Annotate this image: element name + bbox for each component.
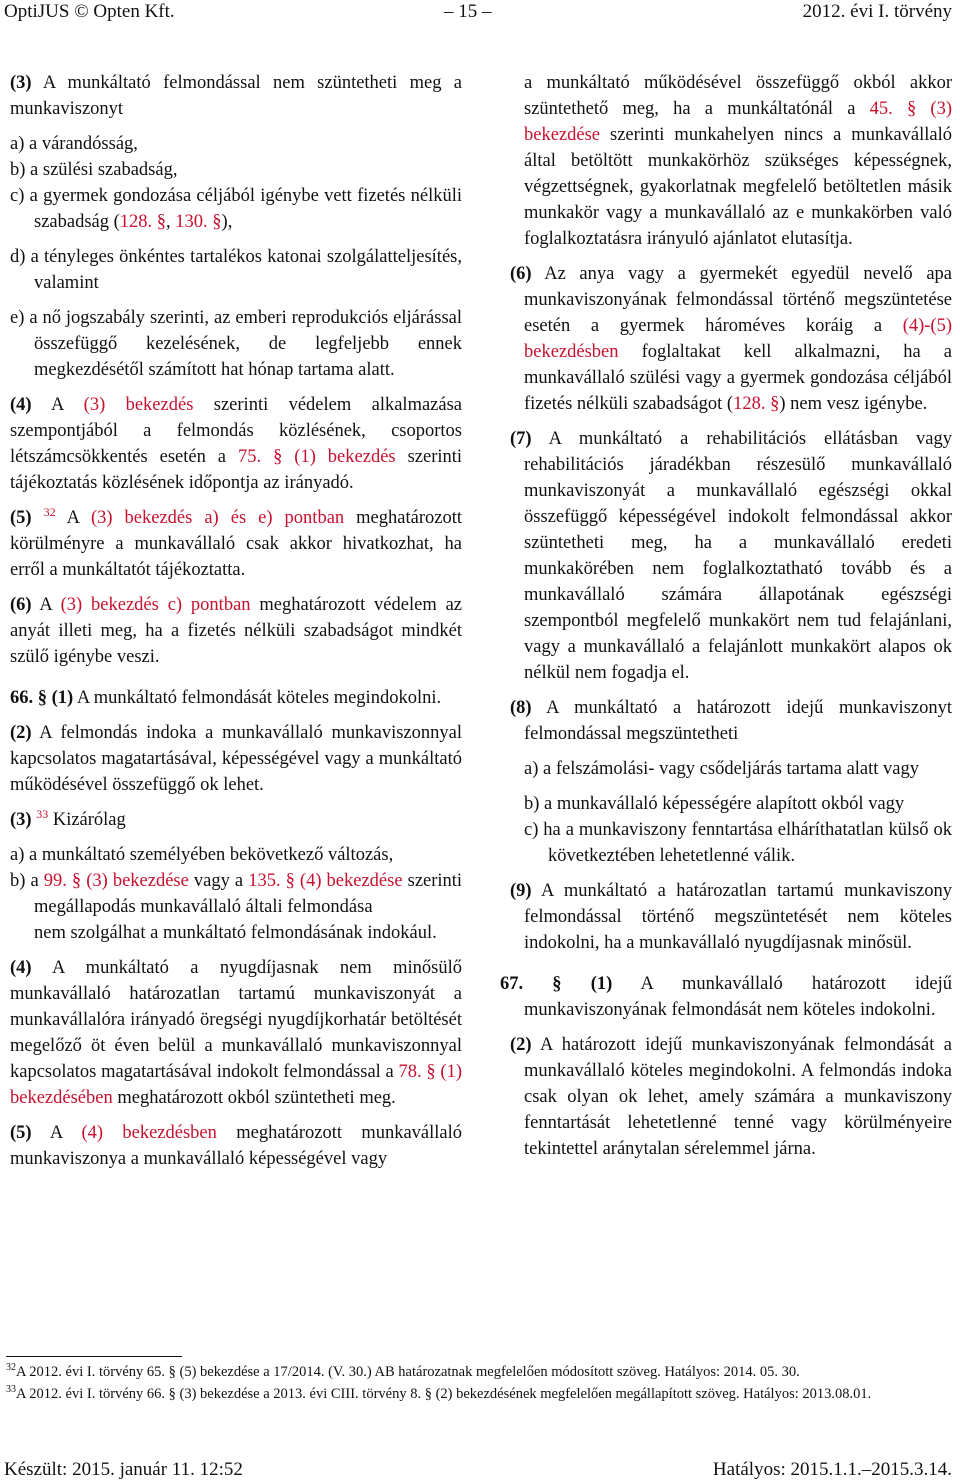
section-66-3: (3) $^{33}$ Kizárólag [10,806,126,830]
footer-effective: Hatályos: 2015.1.1.–2015.3.14. [712,1459,952,1480]
section-66-5: (5) A (4) bekezdésben meghatározott munkavállaló munkaviszonya a munkavállaló képességével vagy [10,1123,463,1169]
link-128-b[interactable]: 128. § [733,394,780,414]
section-66-7: (7) A munkáltató a rehabilitációs ellátásban vagy rehabilitációs járadékban részesülő munkavállaló munkaviszonyát a munkavállaló egészségi okkal összefüggő képességével indokolt felmondással akkor szüntetheti meg, ha a munkavállaló eredeti munkakörében nem foglalkoztatható tovább és a munkavállaló számára állapotának egészségi szempontból megfelelő munkakört nem tud felajánlani, vagy a munkavállaló a felajánlott munkakört alapos ok nélkül nem fogadja el. [510,429,952,683]
section-66-4: (4) A munkáltató a nyugdíjasnak nem minősülő munkavállaló határozatlan tartamú munkaviszonyát a munkavállalóra irányadó öregségi nyugdíjkorhatár betöltését megelőző öt éven belül a munkavállaló munkaviszonnyal kapcsolatos magatartásával indokolt felmondással a 78. § (1) bekezdésében meghatározott okból szüntetheti meg. [10,958,463,1108]
list-item-a: a) a várandósság, [10,134,138,154]
list-item-66-3-a: a) a munkáltató személyében bekövetkező változás, [10,845,394,865]
link-128[interactable]: 128. § [119,212,167,232]
paragraph-5: (5) $^{32}$ A (3) bekezdés a) és e) pontban meghatározott körülményre a munkavállaló csak akkor hivatkozhat, ha erről a munkáltatót tájékoztatta. [10,504,462,580]
list-item-66-3-b: b) a 99. § (3) bekezdése vagy a 135. § (4) bekezdése szerinti megállapodás munkavállaló általi felmondása [10,871,463,917]
paragraph-4: (4) A (3) bekezdés szerinti védelem alkalmazása szempontjából a felmondás közlésének, csoportos létszámcsökkentés esetén a 75. § (1) bekezdés szerinti tájékoztatás közlésének időpontja az irányadó. [10,395,463,493]
footnote-ref-33[interactable]: 33 [36,806,49,821]
link-78-1[interactable]: 78. § (1) bekezdésében [10,1062,463,1108]
section-67-1: 67. § (1) A munkavállaló határozott idejű munkaviszonyának felmondását nem köteles indokolni. [500,974,953,1020]
paragraph-3: (3) A munkáltató felmondással nem szüntetheti meg a munkaviszonyt [10,73,462,119]
list-item-8-c: c) ha a munkaviszony fenntartása elháríthatatlan külső ok következtében lehetetlenné válik. [524,820,952,866]
list-item-b: b) a szülési szabadság, [10,160,178,180]
footnote-ref-32[interactable]: 32 [43,504,56,519]
list-item-8-b: b) a munkavállaló képességére alapított okból vagy [524,794,905,814]
list-item-8-a: a) a felszámolási- vagy csődeljárás tartama alatt vagy [524,759,919,779]
right-column [500,70,952,1162]
section-66-3-tail: nem szolgálhat a munkáltató felmondásának indokául. [34,923,437,943]
section-66-8: (8) A munkáltató a határozott idejű munkaviszonyt felmondással megszüntetheti [510,698,952,744]
link-130[interactable]: 130. § [175,212,222,232]
header-left: OptiJUS © Opten Kft. [4,1,175,22]
left-column [10,70,462,1172]
header-right: 2012. évi I. törvény [802,1,952,22]
footnote-rule [6,1356,182,1357]
footer-created: Készült: 2015. január 11. 12:52 [4,1459,243,1480]
list-item-c: c) a gyermek gondozása céljából igénybe vett fizetés nélküli szabadság (128. §, 130. §), [10,186,462,232]
link-135-4[interactable]: 135. § (4) bekezdése [248,871,403,891]
paragraph-6: (6) A (3) bekezdés c) pontban meghatározott védelem az anyát illeti meg, ha a fizetés nélküli szabadságot mindkét szülő igénybe veszi. [10,595,463,667]
link-3-bekezdes[interactable]: (3) bekezdés [83,395,194,415]
link-4-5[interactable]: (4)-(5) bekezdésben [524,316,953,362]
list-item-e: e) a nő jogszabály szerinti, az emberi reprodukciós eljárással összefüggő kezelésének, de legfeljebb ennek megkezdésétől számított hat hónap tartama alatt. [10,308,462,380]
link-75-1[interactable]: 75. § (1) bekezdés [238,447,396,467]
section-66-9: (9) A munkáltató a határozatlan tartamú munkaviszony felmondással történő megszüntetését nem köteles indokolni, ha a munkavállaló nyugdíjasnak minősül. [510,881,953,953]
footnote-32: $^{32}$A 2012. évi I. törvény 65. § (5) bekezdése a 17/2014. (V. 30.) AB határozatnak megfelelően módosított szöveg. Hatályos: 2014. 05. 30. [6,1362,800,1380]
list-item-d: d) a tényleges önkéntes tartalékos katonai szolgálatteljesítés, valamint [10,247,462,293]
link-3-c[interactable]: (3) bekezdés c) pontban [60,595,251,615]
section-66-1: 66. § (1) A munkáltató felmondását köteles megindokolni. [10,688,442,708]
link-45-3[interactable]: 45. § (3) bekezdése [524,99,953,145]
link-3-a-e[interactable]: (3) bekezdés a) és e) pontban [90,508,345,528]
section-66-6: (6) Az anya vagy a gyermekét egyedül nevelő apa munkaviszonyának felmondással történő megszüntetése esetén a gyermek hároméves koráig a (4)-(5) bekezdésben foglaltakat kell alkalmazni, ha a munkavállaló szülési vagy a gyermek gondozása céljából fizetés nélküli szabadságot (128. §) nem vesz igénybe. [510,264,953,414]
page-number: – 15 – [444,1,492,22]
section-67-2: (2) A határozott idejű munkaviszonyának felmondását a munkavállaló köteles megindokolni. A felmondás indoka csak olyan ok lehet, amely számára a munkaviszony fenntartását lehetetlenné tenné vagy körülményeire tekintettel aránytalan sérelemmel járna. [510,1035,952,1159]
link-4-bekezdes[interactable]: (4) bekezdésben [81,1123,217,1143]
link-99-3[interactable]: 99. § (3) bekezdése [43,871,189,891]
section-66-2: (2) A felmondás indoka a munkavállaló munkaviszonnyal kapcsolatos magatartásával, képességével vagy a munkáltató működésével összefüggő ok lehet. [10,723,462,795]
footnote-33: $^{33}$A 2012. évi I. törvény 66. § (3) bekezdése a 2013. évi CIII. törvény 8. § (2) bekezdésének megfelelően megállapított szöveg. Hatályos: 2013.08.01. [6,1384,872,1402]
section-66-5-cont: a munkáltató működésével összefüggő okból akkor szüntethető meg, ha a munkáltatónál a 45. § (3) bekezdése szerinti munkahelyen nincs a munkavállaló által betöltött munkakörhöz szükséges képességnek, végzettségnek, gyakorlatnak megfelelő betöltetlen másik munkakör vagy a munkavállaló az e munkakörben való foglalkoztatásra irányuló ajánlatot elutasítja. [524,73,953,249]
